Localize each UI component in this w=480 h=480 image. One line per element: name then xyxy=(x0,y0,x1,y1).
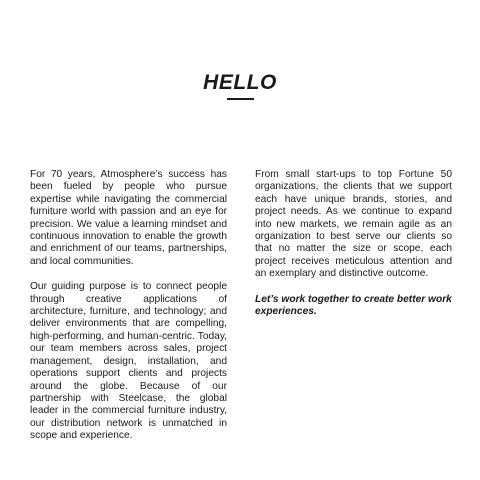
purpose-paragraph: Our guiding purpose is to connect people through creative applications of architecture, furniture, and technology; and deliver environments that are compelling, high-performing, and human-centric. Today, our team members across sales, project management, design, installation, and operations support clients and projects around the globe. Because of our partnership with Steelcase, the global leader in the commercial furniture industry, our distribution network is unmatched in scope and experience. xyxy=(30,281,227,442)
right-column xyxy=(255,169,452,331)
tagline: Let’s work together to create better work experiences. xyxy=(255,293,452,318)
clients-paragraph: From small start-ups to top Fortune 50 organizations, the clients that we support each have unique brands, stories, and project needs. As we continue to expand into new markets, we remain agile as an organization to best serve our clients so that no matter the size or scope, each project receives meticulous attention and an exemplary and distinctive outcome. xyxy=(255,169,452,280)
heading-underline xyxy=(227,98,254,100)
left-column xyxy=(30,169,227,456)
page-heading: HELLO xyxy=(203,71,277,94)
intro-paragraph: For 70 years, Atmosphere’s success has been fueled by people who pursue expertise while navigating the commercial furniture world with passion and an eye for precision. We value a learning mindset and continuous innovation to enable the growth and enrichment of our teams, partnerships, and local communities. xyxy=(30,169,227,267)
